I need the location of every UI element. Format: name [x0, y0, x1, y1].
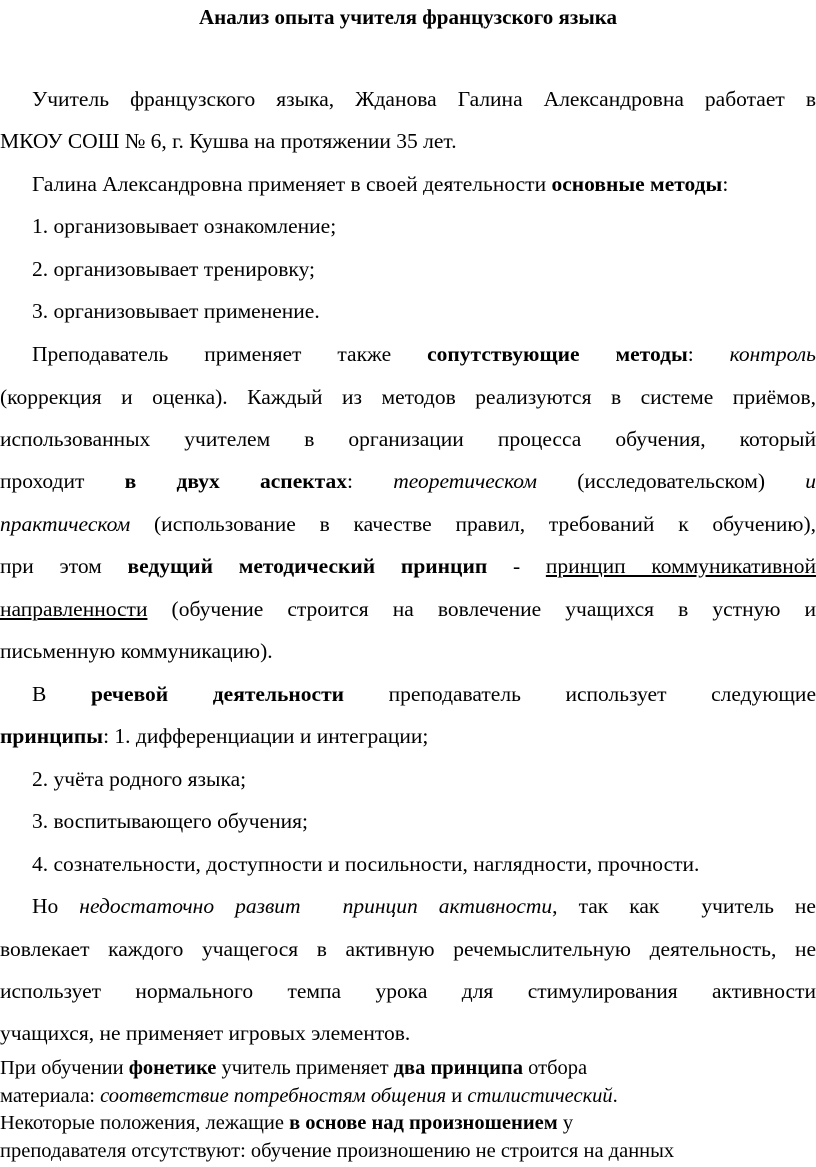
document-title: Анализ опыта учителя французского языка	[198, 5, 618, 29]
teacher-text: -	[487, 554, 546, 578]
phonetics-line-2	[0, 1084, 816, 1108]
teacher-text: проходит	[0, 469, 125, 493]
teacher-italic: теоретическом	[393, 469, 537, 493]
phonetics-text: отбора	[523, 1057, 588, 1079]
speech-line-2	[0, 723, 816, 749]
teacher-bold: сопутствующие методы	[427, 342, 688, 366]
phonetics-text: материала:	[0, 1085, 101, 1107]
speech-bold: принципы	[0, 724, 104, 748]
speech-text: В	[32, 682, 91, 706]
teacher-underline: направленности	[0, 597, 148, 621]
teacher-italic: и	[805, 469, 816, 493]
teacher-line-7	[0, 596, 816, 622]
activity-line-2: вовлекает каждого учащегося в активную речемыслительную деятельность, не	[0, 937, 816, 961]
teacher-text: :	[687, 342, 730, 366]
phonetics-bold: два принципа	[393, 1057, 523, 1079]
activity-text: Но	[32, 894, 80, 918]
speech-item-4: 4. сознательности, доступности и посильности, наглядности, прочности.	[32, 852, 700, 876]
teacher-bold: ведущий методический принцип	[127, 554, 488, 578]
teacher-line-2: (коррекция и оценка). Каждый из методов реализуются в системе приёмов,	[0, 385, 816, 409]
teacher-line-4	[0, 468, 816, 494]
teacher-underline: принцип коммуникативной	[545, 554, 816, 578]
phonetics-italic: стилистический	[467, 1085, 613, 1107]
teacher-line-3: использованных учителем в организации процесса обучения, который	[0, 427, 816, 451]
phonetics-italic: соответствие потребностям общения	[100, 1085, 447, 1107]
phonetics-text: .	[612, 1085, 618, 1107]
phonetics-bold: в основе над произношением	[289, 1112, 558, 1134]
speech-text: : 1. дифференциации и интеграции;	[103, 724, 429, 748]
methods-lead-colon: :	[722, 172, 729, 196]
speech-item-3: 3. воспитывающего обучения;	[32, 809, 309, 833]
activity-italic: недостаточно развит принцип активности	[79, 894, 553, 918]
speech-text: преподаватель использует следующие	[344, 682, 816, 706]
teacher-line-1	[0, 341, 816, 367]
teacher-text: (использование в качестве правил, требований к обучению),	[130, 512, 816, 536]
methods-lead-bold: основные методы	[551, 172, 723, 196]
activity-text: , так как учитель не	[552, 894, 816, 918]
phonetics-bold: фонетике	[128, 1057, 217, 1079]
teacher-italic: практическом	[0, 512, 131, 536]
phonetics-text: у	[557, 1112, 574, 1134]
phonetics-line-1	[0, 1056, 816, 1080]
intro-line-1: Учитель французского языка, Жданова Галина Александровна работает в	[32, 87, 816, 111]
phonetics-text: учитель применяет	[216, 1057, 394, 1079]
methods-item-1: 1. организовывает ознакомление;	[32, 214, 337, 238]
phonetics-text: и	[446, 1085, 468, 1107]
methods-item-2: 2. организовывает тренировку;	[32, 257, 316, 281]
phonetics-line-3	[0, 1111, 816, 1135]
activity-line-1	[0, 893, 816, 919]
speech-line-1	[0, 681, 816, 707]
teacher-text: :	[346, 469, 394, 493]
phonetics-text: Некоторые положения, лежащие	[0, 1112, 290, 1134]
teacher-text: Преподаватель применяет также	[32, 342, 428, 366]
teacher-line-6	[0, 553, 816, 579]
intro-line-2: МКОУ СОШ № 6, г. Кушва на протяжении 35 лет.	[0, 129, 457, 153]
teacher-bold: в двух аспектах	[124, 469, 347, 493]
methods-item-3: 3. организовывает применение.	[32, 299, 320, 323]
phonetics-line-4: преподавателя отсутствуют: обучение произношению не строится на данных	[0, 1140, 675, 1162]
methods-lead	[0, 171, 816, 197]
teacher-text: (исследовательском)	[536, 469, 806, 493]
phonetics-text: При обучении	[0, 1057, 129, 1079]
speech-bold: речевой деятельности	[90, 682, 345, 706]
teacher-italic: контроль	[729, 342, 816, 366]
teacher-line-8: письменную коммуникацию).	[0, 639, 273, 663]
teacher-text: при этом	[0, 554, 128, 578]
teacher-line-5	[0, 511, 816, 537]
speech-item-2: 2. учёта родного языка;	[32, 767, 247, 791]
activity-line-3: использует нормального темпа урока для стимулирования активности	[0, 979, 816, 1003]
teacher-text: (обучение строится на вовлечение учащихся в устную и	[147, 597, 816, 621]
methods-lead-text: Галина Александровна применяет в своей деятельности	[32, 172, 552, 196]
activity-line-4: учащихся, не применяет игровых элементов.	[0, 1021, 411, 1045]
